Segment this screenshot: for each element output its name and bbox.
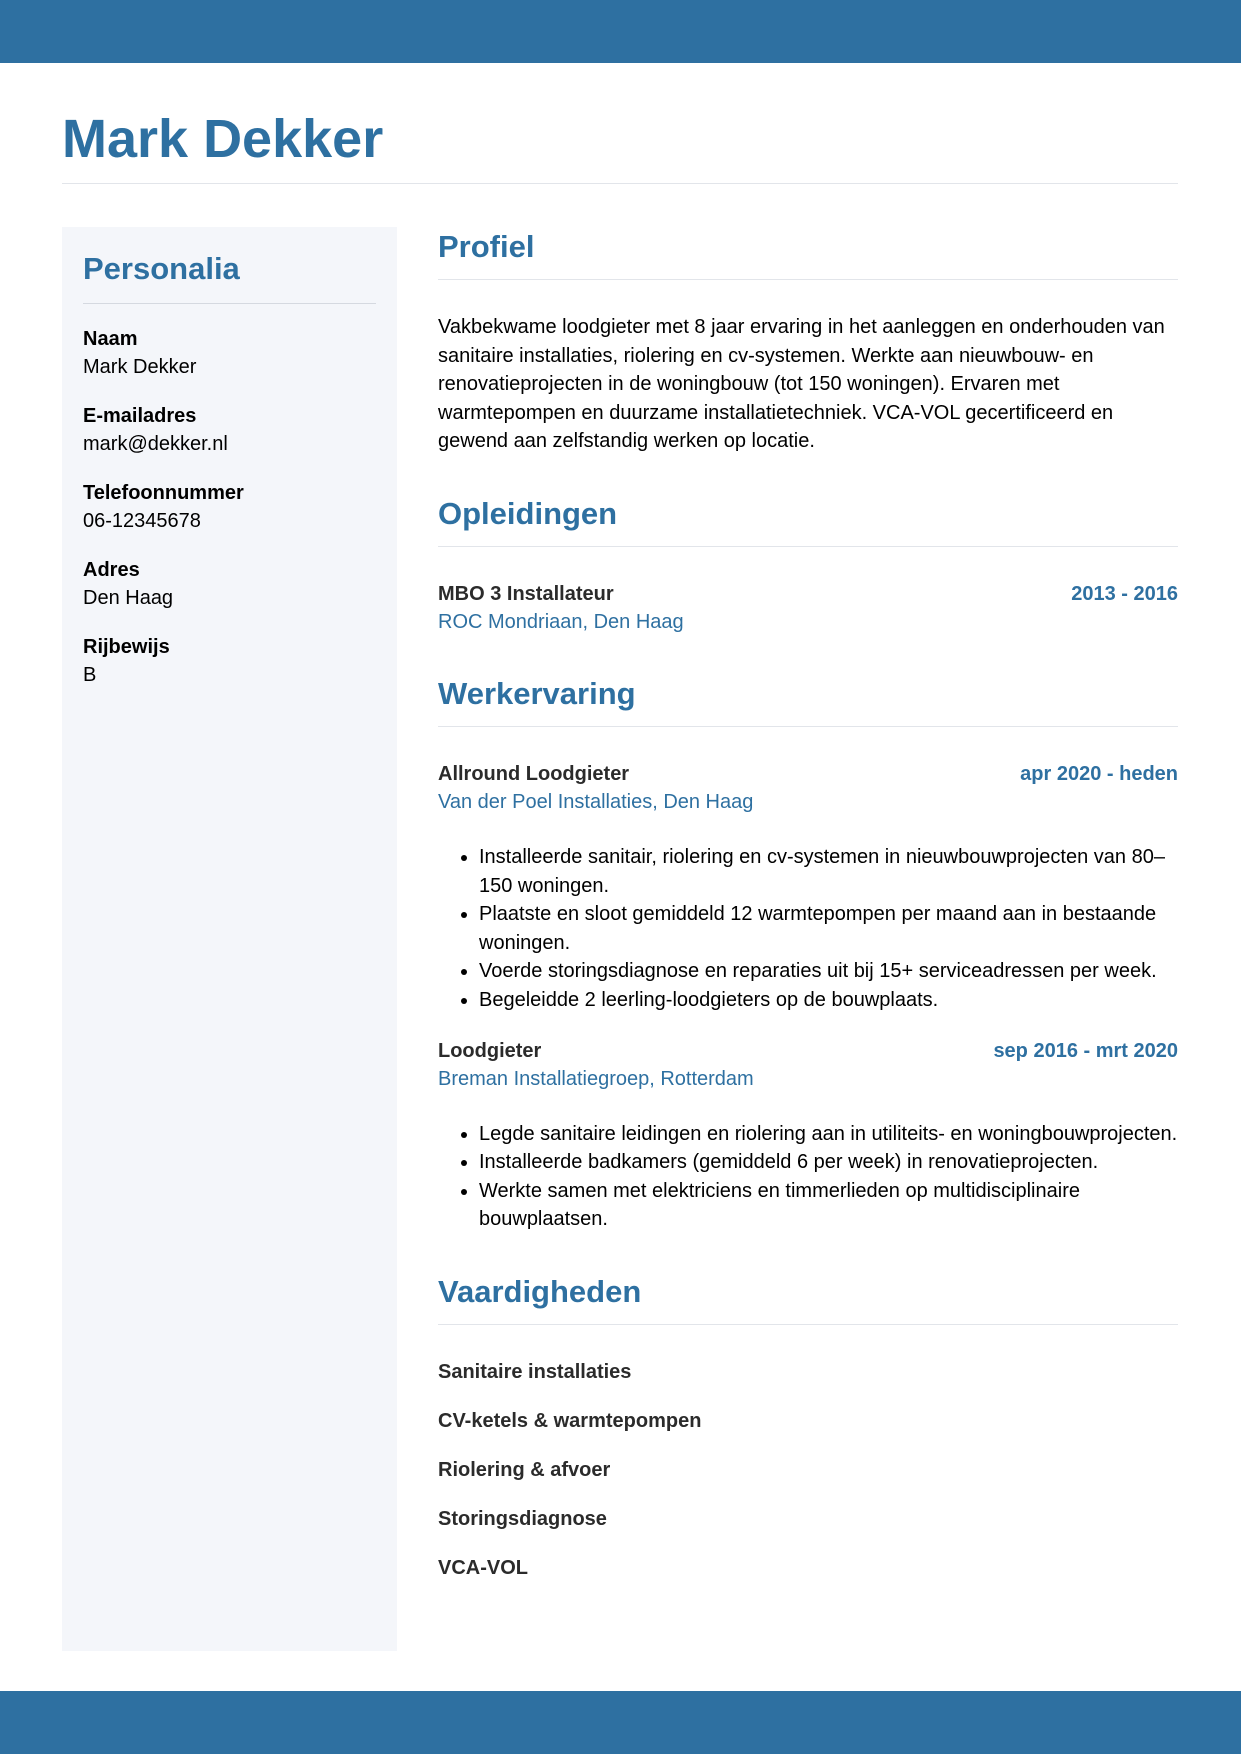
- title-divider: [62, 183, 1178, 184]
- sidebar-personalia: [62, 227, 397, 1651]
- education-school: ROC Mondriaan, Den Haag: [438, 610, 684, 633]
- main-content: [438, 225, 1178, 1603]
- section-opleidingen: [438, 492, 1178, 636]
- info-label: Rijbewijs: [83, 636, 170, 658]
- education-degree: MBO 3 Installateur: [438, 582, 614, 605]
- job-bullet: • Plaatste en sloot gemiddeld 12 warmtepompen per maand aan in bestaande woningen.: [479, 900, 1178, 957]
- job-bullets: [438, 1120, 1178, 1234]
- section-title: Werkervaring: [438, 672, 1178, 727]
- section-vaardigheden: [438, 1270, 1178, 1582]
- education-period: 2013 - 2016: [1071, 582, 1178, 605]
- info-item-rijbewijs: [83, 633, 376, 689]
- profile-text: Vakbekwame loodgieter met 8 jaar ervaring in het aanleggen en onderhouden van sanitaire installaties, riolering en cv-systemen. Werkte aan nieuwbouw- en renovatieprojecten in de woningbouw (tot 150 woningen). Ervaren met warmtepompen en duurzame installatietechniek. VCA-VOL gecertificeerd en gewend aan zelfstandig werken op locatie.: [438, 316, 1165, 453]
- job-entry: [438, 760, 1178, 1015]
- info-value: Mark Dekker: [83, 356, 197, 378]
- job-company: Van der Poel Installaties, Den Haag: [438, 790, 754, 813]
- job-bullet: • Installeerde sanitair, riolering en cv-systemen in nieuwbouwprojecten van 80–150 woningen.: [479, 843, 1178, 900]
- skill-item: CV-ketels & warmtepompen: [438, 1409, 702, 1432]
- job-role: Loodgieter: [438, 1039, 542, 1062]
- info-label: Naam: [83, 328, 138, 350]
- page-title: Mark Dekker: [62, 109, 384, 169]
- info-label: E-mailadres: [83, 405, 197, 427]
- section-profiel: [438, 225, 1178, 456]
- personal-info-list: [83, 325, 376, 689]
- job-bullet: • Installeerde badkamers (gemiddeld 6 per week) in renovatieprojecten.: [479, 1148, 1178, 1177]
- info-item-telefoon: [83, 479, 376, 535]
- skill-item: Sanitaire installaties: [438, 1360, 632, 1383]
- section-werkervaring: [438, 672, 1178, 1234]
- job-bullet: • Werkte samen met elektriciens en timmerlieden op multidisciplinaire bouwplaatsen.: [479, 1177, 1178, 1234]
- education-entry: [438, 580, 1178, 636]
- info-item-email: [83, 402, 376, 458]
- job-period: apr 2020 - heden: [1020, 762, 1178, 785]
- skills-list: [438, 1358, 1178, 1582]
- job-company: Breman Installatiegroep, Rotterdam: [438, 1067, 754, 1090]
- section-title: Vaardigheden: [438, 1270, 1178, 1325]
- info-item-adres: [83, 556, 376, 612]
- job-bullet: • Voerde storingsdiagnose en reparaties uit bij 15+ serviceadressen per week.: [479, 957, 1178, 986]
- section-title: Opleidingen: [438, 492, 1178, 547]
- info-value: mark@dekker.nl: [83, 433, 228, 455]
- job-bullets: [438, 843, 1178, 1015]
- job-role: Allround Loodgieter: [438, 762, 630, 785]
- job-entry: [438, 1037, 1178, 1234]
- job-period: sep 2016 - mrt 2020: [993, 1039, 1178, 1062]
- info-label: Adres: [83, 559, 140, 581]
- section-title: Profiel: [438, 225, 1178, 280]
- info-label: Telefoonnummer: [83, 482, 244, 504]
- skill-item: Riolering & afvoer: [438, 1458, 611, 1481]
- job-bullet: • Legde sanitaire leidingen en riolering aan in utiliteits- en woningbouwprojecten.: [479, 1120, 1178, 1149]
- footer-bar: [0, 1691, 1241, 1754]
- info-value: B: [83, 664, 97, 686]
- skill-item: Storingsdiagnose: [438, 1507, 607, 1530]
- skill-item: VCA-VOL: [438, 1556, 528, 1579]
- info-item-naam: [83, 325, 376, 381]
- sidebar-title: Personalia: [83, 249, 376, 304]
- info-value: Den Haag: [83, 587, 174, 609]
- job-bullet: • Begeleidde 2 leerling-loodgieters op de bouwplaats.: [479, 986, 1178, 1015]
- header-bar: [0, 0, 1241, 63]
- info-value: 06-12345678: [83, 510, 201, 532]
